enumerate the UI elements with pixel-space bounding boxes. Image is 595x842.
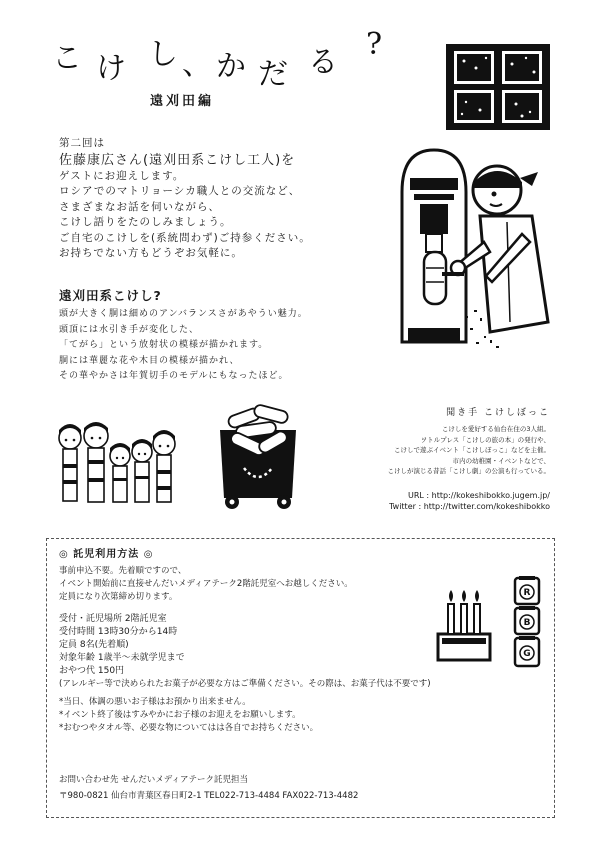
host-description xyxy=(262,424,550,477)
childcare-detail: 受付・託児場所 2階託児室 xyxy=(59,614,167,624)
block-letter: B xyxy=(523,618,531,628)
childcare-note: *イベント終了後はすみやかにお子様のお迎えをお願いします。 xyxy=(59,710,301,720)
childcare-detail: 受付時間 13時30分から14時 xyxy=(59,627,178,637)
section-line: 胴には華麗な花や木目の模様が描かれ、 xyxy=(59,355,240,366)
intro-line: ゲストにお迎えします。 xyxy=(59,169,185,182)
title-char: か xyxy=(216,49,246,84)
childcare-heading: ◎ 託児利用方法 ◎ xyxy=(59,549,154,560)
intro-text xyxy=(59,136,379,262)
title-char: ? xyxy=(366,27,383,62)
title-char: る xyxy=(308,45,338,80)
intro-line: さまざまなお話を伺いながら、 xyxy=(59,200,220,213)
twitter-link[interactable]: Twitter : http://twitter.com/kokeshibokko xyxy=(389,502,550,511)
section-line: 頭頂には水引き手が変化した、 xyxy=(59,324,200,335)
host-links xyxy=(300,490,550,512)
childcare-intro-line: 事前申込不要。先着順ですので、 xyxy=(59,566,187,576)
title-char: し xyxy=(148,37,178,72)
contact-address: 〒980-0821 仙台市青葉区春日町2-1 TEL022-713-4484 FAX022-713-4482 xyxy=(59,791,359,801)
host-line: ヲトルプレス「こけしの旅の本」の発行や、 xyxy=(420,435,550,444)
title-char: け xyxy=(96,51,126,86)
host-line: こけしを愛好する仙台在住の3人組。 xyxy=(441,425,550,433)
cake-candles-illustration xyxy=(434,588,494,664)
subtitle: 遠刈田編 xyxy=(150,94,215,109)
contact-line: お問い合わせ先 せんだいメディアテーク託児担当 xyxy=(59,775,249,785)
block-letter: G xyxy=(523,649,531,659)
intro-line: お持ちでない方もどうぞお気軽に。 xyxy=(59,247,243,259)
childcare-detail: おやつ代 150円 xyxy=(59,666,125,676)
host-line: こけしが演じる昔話「こけし劇」の公演も行っている。 xyxy=(387,467,550,475)
section-body xyxy=(59,307,379,385)
childcare-intro-line: 定員になり次第締め切ります。 xyxy=(59,592,178,602)
title-char: だ xyxy=(258,57,288,92)
section-line: その華やかさは年賀切手のモデルにもなったほど。 xyxy=(59,371,289,381)
title-char: こ xyxy=(52,41,82,76)
contact-info xyxy=(59,772,539,804)
host-line: 市内の幼稚園・イベントなどで、 xyxy=(452,456,550,465)
kokeshi-dolls-illustration xyxy=(56,420,180,506)
childcare-detail: 定員 8名(先着順) xyxy=(59,640,129,650)
section-heading: 遠刈田系こけし? xyxy=(59,288,162,303)
title-char: 、 xyxy=(182,47,212,82)
block-letter: R xyxy=(523,588,531,598)
childcare-note: *当日、体調の悪いお子様はお預かり出来ません。 xyxy=(59,697,251,707)
section-line: 「てがら」という放射状の模様が描かれます。 xyxy=(59,340,269,350)
craftsman-lathe-illustration xyxy=(382,142,552,352)
intro-line: こけし語りをたのしみましょう。 xyxy=(59,216,232,228)
intro-line: 佐藤康広さん(遠刈田系こけし工人)を xyxy=(59,152,296,168)
url-link[interactable]: URL : http://kokeshibokko.jugem.jp/ xyxy=(407,491,550,500)
childcare-note: *おむつやタオル等、必要な物についてはは各自でお持ちください。 xyxy=(59,723,319,733)
intro-line: 第二回は xyxy=(59,137,105,149)
section-line: 頭が大きく胴は細めのアンバランスさがあやうい魅力。 xyxy=(59,309,308,319)
host-heading: 聞き手 こけしぼっこ xyxy=(446,408,550,418)
host-line: こけしで遊ぶイベント「こけしぼっこ」などを主催。 xyxy=(394,446,550,454)
allergy-note: (アレルギー等で決められたお菓子が必要な方はご準備ください。その際は、お菓子代は不要です) xyxy=(59,679,431,689)
intro-line: ご自宅のこけしを(系統問わず)ご持参ください。 xyxy=(59,231,311,244)
alphabet-blocks-illustration xyxy=(510,574,544,670)
window-illustration xyxy=(446,44,550,130)
intro-line: ロシアでのマトリョーシカ職人との交流など、 xyxy=(59,185,301,197)
childcare-detail: 対象年齢 1歳半〜未就学児まで xyxy=(59,653,185,663)
childcare-intro-line: イベント開始前に直接せんだいメディアテーク2階託児室へお越しください。 xyxy=(59,579,353,589)
